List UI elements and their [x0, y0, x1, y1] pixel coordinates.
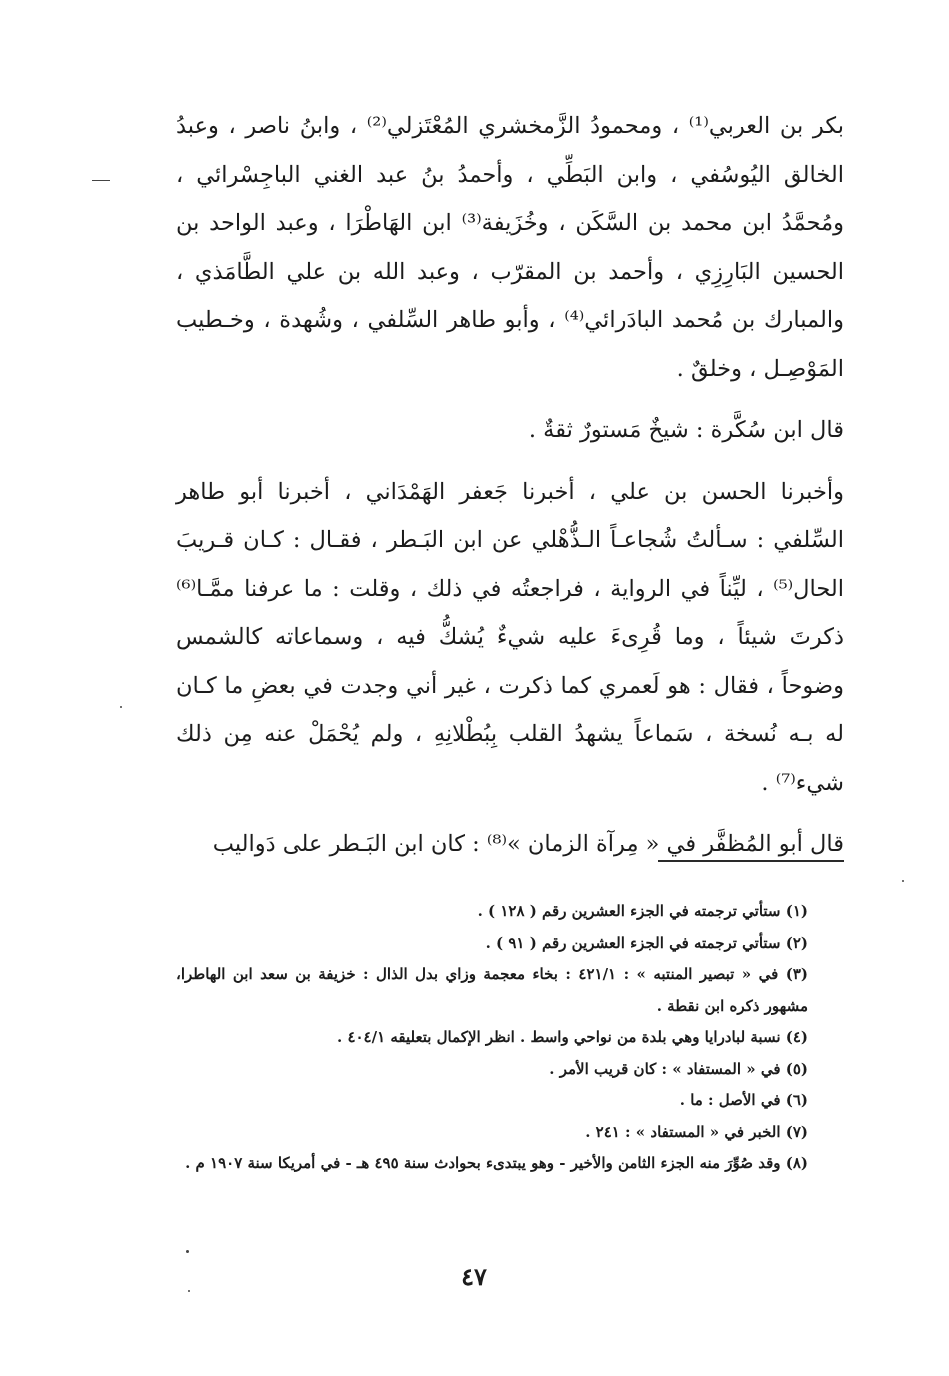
main-text — [176, 102, 844, 869]
paragraph-abu-al-muzaffar: قال أبو المُظفَّر في « مِرآة الزمان »⁽⁸⁾ : كان ابن البَـطر على دَواليب — [212, 831, 844, 857]
footnote-1: (١) ستأتي ترجمته في الجزء العشرين رقم ( ١٢٨ ) . — [477, 902, 808, 920]
footnote-6: (٦) في الأصل : ما . — [679, 1091, 808, 1109]
scan-speck — [186, 1250, 189, 1253]
scan-speck — [188, 1290, 190, 1292]
footnote-4: (٤) نسبة لبادرايا وهي بلدة من نواحي واسط . انظر الإكمال بتعليقه ٤٠٤/١ . — [336, 1028, 808, 1046]
footnote-7: (٧) الخبر في « المستفاد » : ٢٤١ . — [585, 1122, 808, 1141]
scan-speck — [92, 180, 110, 181]
scan-speck — [902, 880, 904, 882]
footnotes — [176, 896, 844, 1180]
footnote-2: (٢) ستأتي ترجمته في الجزء العشرين رقم ( ٩١ ) . — [485, 933, 808, 952]
scan-speck — [120, 706, 122, 708]
paragraph-narrators: بكر بن العربي⁽¹⁾ ، ومحمودُ الزَّمخشري المُعْتَزلي⁽²⁾ ، وابنُ ناصر ، وعبدُ الخالق اليُوسُفي ، وابن البَطِّي ، وأحمدُ بنُ عبد الغني الباجِسْرائي ، ومُحمَّدُ ابن محمد بن السَّكَن ، وخُزَيفة⁽³⁾ ابن الهَاطْرَا ، وعبد الواحد بن الحسين البَارِزِي ، وأحمد بن المقرّب ، وعبد الله بن علي الطَّامَذي ، والمبارك بن مُحمد البادَرائي⁽⁴⁾ ، وأبو طاهر السِّلفي ، وشُهدة ، وخـطيب المَوْصِـل ، وخلقٌ . — [176, 113, 845, 382]
footnote-3: (٣) في « تبصير المنتبه » : ٤٢١/١ : بخاء معجمة وزاي بدل الذال : خزيفة بن سعد ابن الهاطرا، مشهور ذكره ابن نقطة . — [176, 965, 809, 1015]
footnote-separator — [658, 860, 844, 862]
footnote-5: (٥) في « المستفاد » : كان قريب الأمر . — [549, 1059, 808, 1078]
footnote-8: (٨) وقد صُوِّرَ منه الجزء الثامن والأخير - وهو يبتدىء بحوادث سنة ٤٩٥ هـ - في أمريكا سنة ١٩٠٧ م . — [185, 1154, 808, 1172]
page-number: ٤٧ — [461, 1262, 487, 1291]
paragraph-ibn-sukkara: قال ابن سُكَّرة : شيخٌ مَستورٌ ثقةٌ . — [528, 417, 844, 443]
paragraph-silafi-report: وأخبرنا الحسن بن علي ، أخبرنا جَعفر الهَمْدَاني ، أخبرنا أبو طاهر السِّلفي : سـألتُ شُجاعـاً الـذُّهْلي عن ابن البَـطر ، فقـال : كـان قـريبَ الحال⁽⁵⁾ ، ليِّناً في الرواية ، فراجعتُه في ذلك ، وقلت : ما عرفنا ممَّـا⁽⁶⁾ ذكرتَ شيئاً ، وما قُرِىءَ عليه شيءٌ يُشكُّ فيه ، وسماعاته كالشمس وضوحاً ، فقال : هو لَعمري كما ذكرت ، غير أني وجدت في بعضِ ما كـان له بـه نُسخة ، سَماعاً يشهدُ القلب بِبُطْلانِهِ ، ولم يُحْمَلْ عنه مِن ذلك شيء⁽⁷⁾ . — [176, 478, 844, 796]
